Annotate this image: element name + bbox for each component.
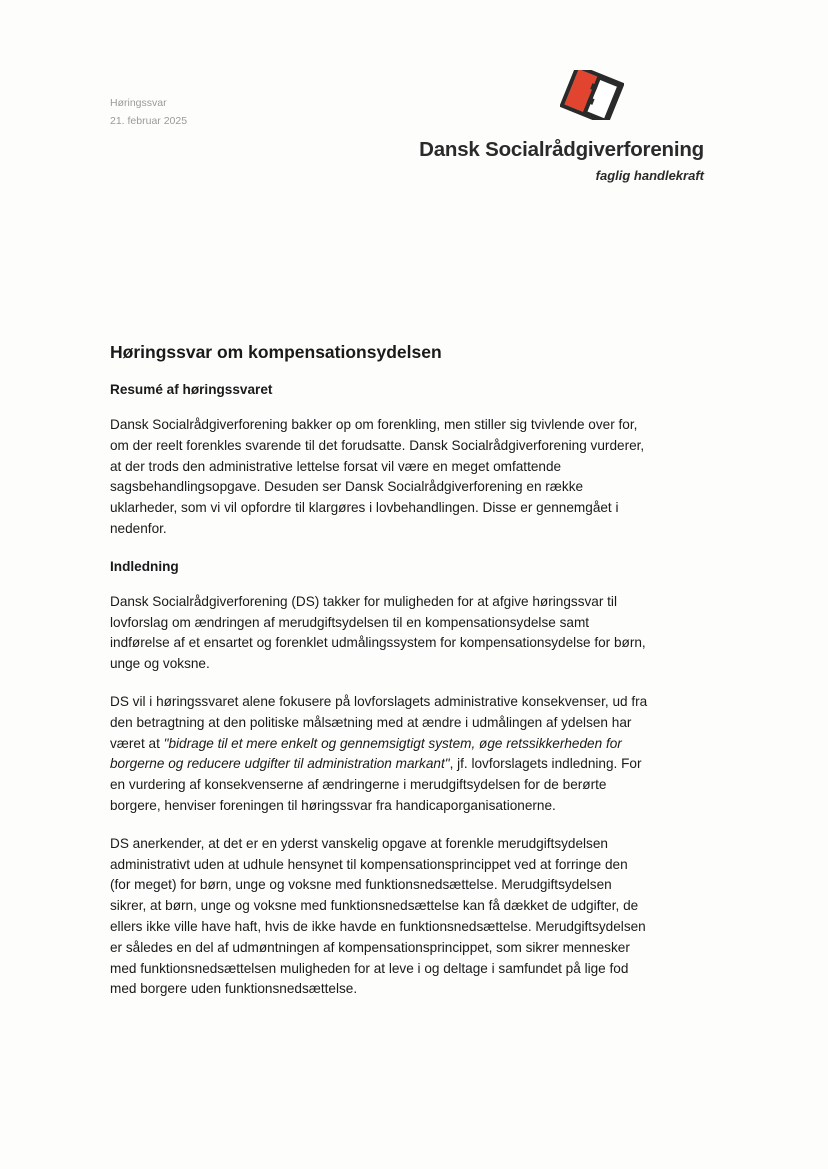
document-title: Høringssvar om kompensationsydelsen	[110, 342, 442, 362]
ds-logo-mark-icon	[560, 70, 624, 120]
document-date: 21. februar 2025	[110, 115, 188, 127]
paragraph-resume: Dansk Socialrådgiverforening bakker op om forenkling, men stiller sig tvivlende over for, om der reelt forenkles svarende til det forudsatte. Dansk Socialrådgiverforening vurderer, at der trods den administrative lettelse forsat vil være en meget omfattende sagsbehandlingsopgave. Desuden ser Dansk Socialrådgiverforening en række uklarheder, som vi vil opfordre til klargøres i lovbehandlingen. Disse er gennemgået i nedenfor.	[110, 417, 645, 536]
paragraph-intro: Dansk Socialrådgiverforening (DS) takker for muligheden for at afgive høringssvar til lovforslag om ændringen af merudgiftsydelsen til en kompensationsydelse samt indførelse af et ensartet og forenklet udmålingssystem for kompensationsydelse for børn, unge og voksne.	[110, 593, 646, 672]
document-type: Høringssvar	[110, 97, 167, 109]
paragraph-focus-quote: "bidrage til et mere enkelt og gennemsigtigt system, øge retssikkerheden for borgerne og reducere udgifter til administration markant"	[110, 735, 622, 772]
paragraph-focus	[110, 692, 650, 817]
org-tagline: faglig handlekraft	[595, 168, 704, 183]
paragraph-focus-text-1: DS vil i høringssvaret alene fokusere på lovforslagets administrative konsekvenser, ud fra den betragtning at den politiske målsætning med at ændre i udmålingen af ydelsen har været at	[110, 693, 648, 751]
section-heading-resume: Resumé af høringssvaret	[110, 382, 273, 397]
document-body	[110, 340, 650, 1017]
document-meta	[110, 94, 187, 130]
paragraph-acknowledge: DS anerkender, at det er en yderst vanskelig opgave at forenkle merudgiftsydelsen administrativt uden at udhule hensynet til kompensationsprincippet ved at forringe den (for meget) for børn, unge og voksne med funktionsnedsættelse. Merudgiftsydelsen sikrer, at børn, unge og voksne med funktionsnedsættelse kan få dækket de udgifter, de ellers ikke ville have haft, hvis de ikke havde en funktionsnedsættelse. Merudgiftsydelsen er således en del af udmøntningen af kompensationsprincippet, som sikrer mennesker med funktionsnedsættelsen muligheden for at leve i og deltage i samfundet på lige fod med borgere uden funktionsnedsættelse.	[110, 835, 646, 997]
org-name: Dansk Socialrådgiverforening	[419, 138, 704, 161]
paragraph-focus-text-2: , jf. lovforslagets indledning. For en vurdering af konsekvenserne af ændringerne i merudgiftsydelsen for de berørte borgere, henviser foreningen til høringssvar fra handicaporganisationerne.	[110, 756, 642, 813]
section-heading-indledning: Indledning	[110, 558, 179, 574]
